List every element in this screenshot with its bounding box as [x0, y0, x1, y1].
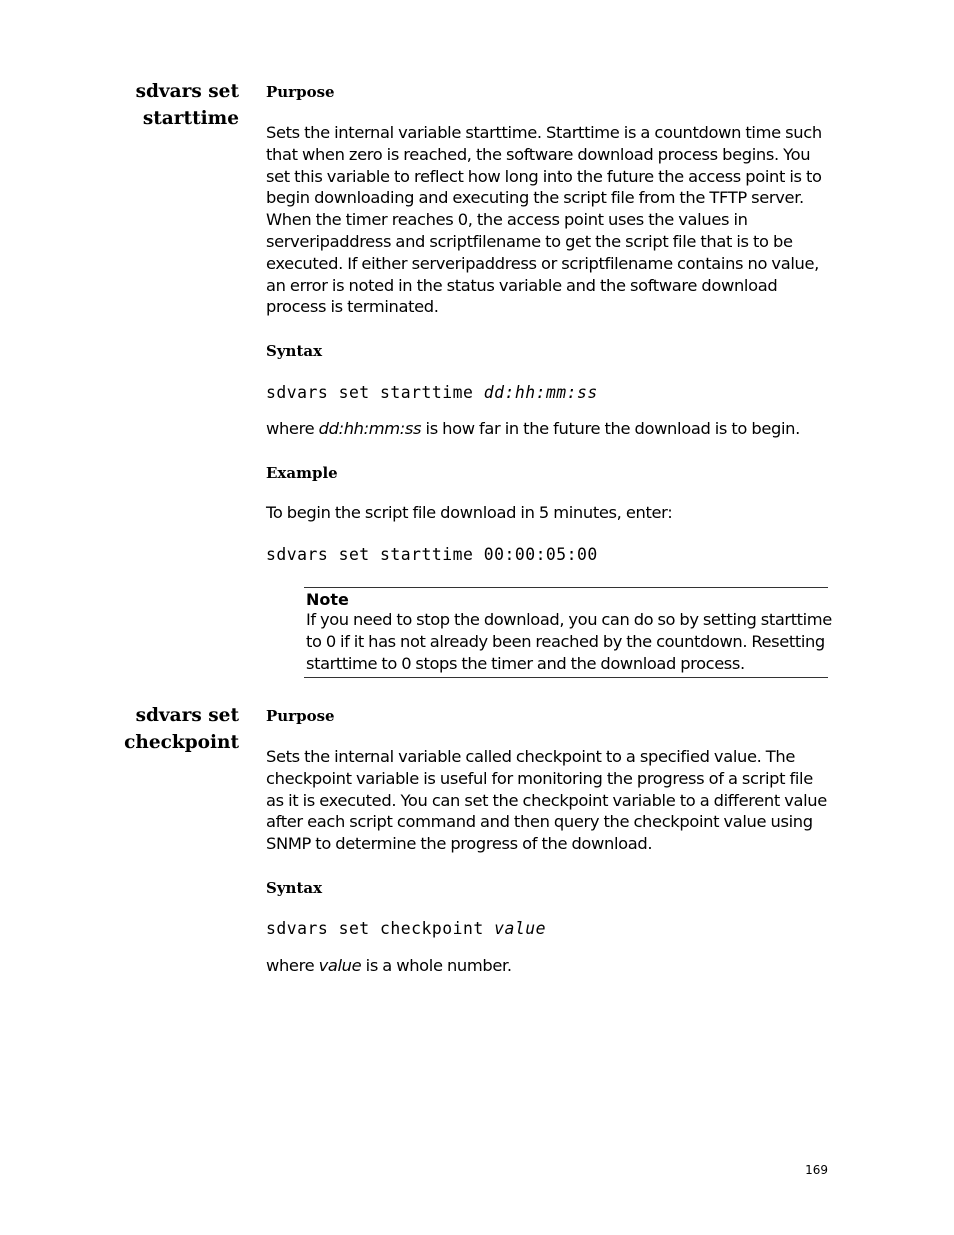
- text-line: To begin the script file download in 5 minutes, enter:: [266, 503, 673, 522]
- example-command: sdvars set starttime 00:00:05:00: [266, 545, 598, 564]
- example-text: [266, 502, 672, 524]
- text-line: process is terminated.: [266, 297, 439, 317]
- note-heading: Note: [306, 590, 349, 609]
- purpose-paragraph: [266, 746, 827, 855]
- text-line: starttime to 0 stops the timer and the download process.: [306, 654, 745, 673]
- command-text: sdvars set starttime: [266, 383, 484, 402]
- text: where: [266, 956, 319, 975]
- section-title-starttime: [136, 78, 239, 132]
- command-param: dd:hh:mm:ss: [483, 383, 598, 402]
- text-line: executed. If either serveripaddress or scriptfilename contains no value,: [266, 253, 819, 273]
- section-title-line: sdvars set: [135, 81, 239, 102]
- purpose-heading: Purpose: [266, 83, 335, 101]
- text-line: after each script command and then query the checkpoint value using: [266, 812, 813, 832]
- param: value: [318, 956, 362, 975]
- text-line: If you need to stop the download, you can do so by setting starttime: [306, 610, 832, 629]
- where-description: [266, 955, 512, 977]
- text-line: checkpoint variable is useful for monitoring the progress of a script file: [266, 768, 813, 788]
- section-title-line: checkpoint: [124, 732, 239, 753]
- section-title-checkpoint: [124, 702, 239, 756]
- syntax-command: [266, 383, 598, 403]
- syntax-heading: Syntax: [266, 879, 323, 897]
- where-description: [266, 418, 800, 440]
- text-line: SNMP to determine the progress of the download.: [266, 834, 653, 854]
- text-line: serveripaddress and scriptfilename to get the script file that is to be: [266, 231, 793, 251]
- text-line: to 0 if it has not already been reached by the countdown. Resetting: [306, 632, 825, 651]
- example-heading: Example: [266, 464, 338, 482]
- section-title-line: sdvars set: [135, 705, 239, 726]
- command-text: sdvars set checkpoint: [266, 919, 495, 938]
- text-line: set this variable to reflect how long into the future the access point is to: [266, 166, 822, 186]
- text-line: an error is noted in the status variable and the software download: [266, 275, 778, 295]
- purpose-heading: Purpose: [266, 707, 335, 725]
- text: is a whole number.: [361, 956, 512, 975]
- text-line: begin downloading and executing the script file from the TFTP server.: [266, 188, 804, 208]
- note-body: [306, 609, 832, 675]
- command-param: value: [494, 919, 546, 938]
- text-line: When the timer reaches 0, the access point uses the values in: [266, 210, 748, 230]
- note-box: [304, 587, 832, 678]
- syntax-heading: Syntax: [266, 342, 323, 360]
- section-title-line: starttime: [142, 108, 239, 129]
- text: where: [266, 419, 319, 438]
- text: is how far in the future the download is to begin.: [421, 419, 800, 438]
- param: dd:hh:mm:ss: [318, 419, 422, 438]
- text-line: Sets the internal variable starttime. Starttime is a countdown time such: [266, 123, 822, 142]
- purpose-paragraph: [266, 122, 822, 318]
- text-line: Sets the internal variable called checkpoint to a specified value. The: [266, 747, 796, 766]
- text-line: as it is executed. You can set the checkpoint variable to a different value: [266, 790, 827, 810]
- page-number: 169: [805, 1163, 828, 1177]
- syntax-command: [266, 919, 546, 939]
- text-line: that when zero is reached, the software download process begins. You: [266, 144, 811, 164]
